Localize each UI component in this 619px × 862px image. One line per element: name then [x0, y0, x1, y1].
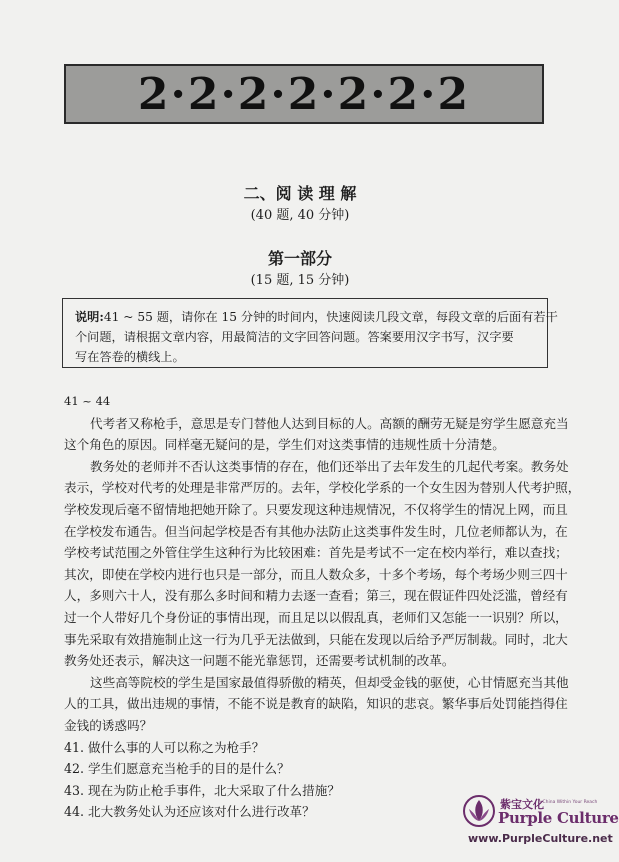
instructions-line: 个问题，请根据文章内容，用最简洁的文字回答问题。答案要用汉字书写，汉字要	[75, 330, 514, 344]
passage-line: 其次，即使在学校内进行也只是一部分，而且人数众多，十多个考场，每个考场少则三四十	[64, 566, 568, 582]
passage-line: 学校考试范围之外管住学生这种行为比较困难：首先是考试不一定在校内举行，难以查找；	[64, 545, 568, 561]
passage-line: 这个角色的原因。同样毫无疑问的是，学生们对这类事情的违规性质十分清楚。	[64, 437, 505, 453]
question-43: 43. 现在为防止枪手事件，北大采取了什么措施？	[64, 782, 340, 798]
logo-chinese-name: 紫宝文化	[500, 798, 544, 811]
passage-line: 事先采取有效措施制止这一行为几乎无法做到，只能在发现以后给予严厉制裁。同时，北大	[64, 631, 568, 647]
passage-line: 人，多则六十人，没有那么多时间和精力去逐一查看；第三，现在假证件四处泛滥，曾经有	[64, 588, 568, 604]
passage-line: 金钱的诱惑吗？	[64, 717, 153, 733]
passage-line: 在学校发布通告。但当问起学校是否有其他办法防止这类事件发生时，几位老师都认为，在	[64, 523, 568, 539]
part-title: 第一部分	[267, 249, 332, 268]
question-41: 41. 做什么事的人可以称之为枪手？	[64, 739, 265, 755]
passage-line: 表示，学校对代考的处理是非常严厉的。去年，学校化学系的一个女生因为替别人代考护照，	[64, 480, 581, 496]
instructions-text: 41 ~ 55 题，请你在 15 分钟的时间内，快速阅读几段文章，每段文章的后面有若干	[103, 310, 558, 324]
lotus-icon	[462, 794, 496, 828]
section-subtitle: (40 题, 40 分钟)	[250, 208, 350, 223]
passage-line: 过一个人带好几个身份证的事情出现，而且足以以假乱真，老师们又怎能一一识别？所以，	[64, 609, 568, 625]
question-44: 44. 北大教务处认为还应该对什么进行改革？	[64, 804, 315, 820]
logo-url[interactable]: www.PurpleCulture.net	[468, 832, 613, 845]
banner-text: 2·2·2·2·2·2·2	[137, 68, 471, 120]
logo-tagline: A China Within Your Reach	[538, 800, 598, 805]
instructions-label: 说明:	[75, 310, 104, 324]
passage-line: 代考者又称枪手，意思是专门替他人达到目标的人。高额的酬劳无疑是穷学生愿意充当	[90, 415, 569, 431]
part-subtitle: (15 题, 15 分钟)	[250, 273, 350, 288]
section-banner	[64, 64, 544, 124]
passage-line: 人的工具，做出违规的事情，不能不说是教育的缺陷，知识的悲哀。繁华事后处罚能挡得住	[64, 696, 568, 712]
section-title: 二、阅 读 理 解	[243, 184, 357, 203]
question-42: 42. 学生们愿意充当枪手的目的是什么？	[64, 761, 290, 777]
passage-line: 学校发现后毫不留情地把她开除了。只要发现这种违规情况，不仅将学生的情况上网，而且	[64, 501, 568, 517]
passage-line: 教务处的老师并不否认这类事情的存在，他们还举出了去年发生的几起代考案。教务处	[90, 458, 569, 474]
instructions-line	[75, 307, 558, 327]
logo-english-name: Purple Culture	[498, 809, 619, 827]
instructions-line: 写在答卷的横线上。	[75, 350, 185, 364]
instructions-box	[62, 298, 558, 368]
passage-line: 教务处还表示，解决这一问题不能光靠惩罚，还需要考试机制的改革。	[64, 653, 455, 669]
purple-culture-logo	[458, 778, 619, 856]
question-range: 41 ~ 44	[64, 394, 111, 408]
passage-line: 这些高等院校的学生是国家最值得骄傲的精英，但却受金钱的驱使，心甘情愿充当其他	[90, 674, 569, 690]
